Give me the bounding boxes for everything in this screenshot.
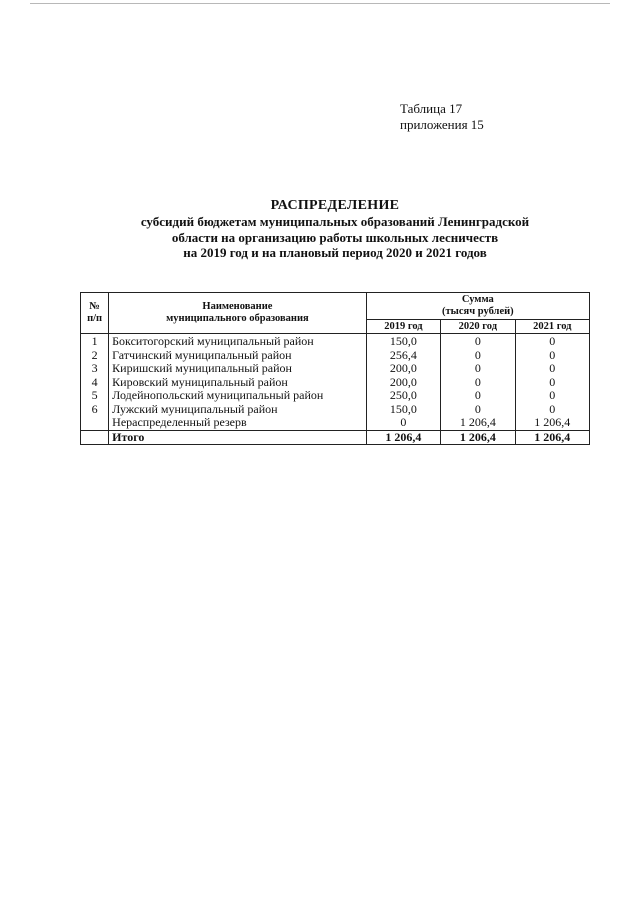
row-municipality: Лужский муниципальный район [109,403,367,417]
row-value-2019: 0 [366,416,440,430]
row-municipality: Кировский муниципальный район [109,376,367,390]
row-number: 5 [81,389,109,403]
table-row [81,334,590,349]
document-title: РАСПРЕДЕЛЕНИЕ [270,198,400,213]
table-row [81,362,590,376]
total-row [81,430,590,445]
heading-line-3: на 2019 год и на плановый период 2020 и 2021 годов [183,245,487,260]
row-municipality: Нераспределенный резерв [109,416,367,430]
row-number: 2 [81,349,109,363]
row-value-2019: 250,0 [366,389,440,403]
row-value-2020: 1 206,4 [441,416,515,430]
row-value-2019: 200,0 [366,376,440,390]
row-value-2019: 150,0 [366,403,440,417]
header-sum [366,293,589,320]
row-municipality: Лодейнопольский муниципальный район [109,389,367,403]
header-number-line-2: п/п [87,313,103,324]
row-number: 1 [81,334,109,349]
header-year-2019: 2019 год [366,320,440,334]
total-value-2020: 1 206,4 [441,430,515,445]
header-sum-line-1: Сумма [461,294,494,305]
row-value-2020: 0 [441,334,515,349]
table-row [81,389,590,403]
row-value-2021: 0 [515,334,589,349]
document-heading [80,197,590,261]
heading-line-2: области на организацию работы школьных лесничеств [171,229,499,245]
row-municipality: Гатчинский муниципальный район [109,349,367,363]
row-value-2020: 0 [441,349,515,363]
row-number [81,416,109,430]
row-value-2019: 256,4 [366,349,440,363]
row-value-2021: 1 206,4 [515,416,589,430]
row-number: 6 [81,403,109,417]
row-value-2019: 200,0 [366,362,440,376]
distribution-table [80,292,590,445]
row-value-2020: 0 [441,389,515,403]
header-municipality-line-1: Наименование [202,301,273,312]
row-value-2019: 150,0 [366,334,440,349]
total-value-2019: 1 206,4 [366,430,440,445]
heading-line-1: субсидий бюджетам муниципальных образований Ленинградской [140,214,530,229]
row-value-2021: 0 [515,389,589,403]
row-municipality: Киришский муниципальный район [109,362,367,376]
total-number-cell [81,430,109,445]
table-row [81,416,590,430]
row-value-2021: 0 [515,403,589,417]
top-scan-rule [30,3,610,4]
appendix-number: приложения 15 [400,117,484,132]
table-row [81,403,590,417]
row-value-2021: 0 [515,349,589,363]
header-number [81,293,109,334]
table-row [81,349,590,363]
header-year-2021: 2021 год [515,320,589,334]
row-number: 4 [81,376,109,390]
total-value-2021: 1 206,4 [515,430,589,445]
row-value-2021: 0 [515,376,589,390]
header-municipality [109,293,367,334]
row-value-2020: 0 [441,403,515,417]
table-reference [400,101,484,133]
total-label: Итого [109,430,367,445]
table-number: Таблица 17 [400,101,463,116]
header-municipality-line-2: муниципального образования [166,313,309,324]
row-value-2020: 0 [441,362,515,376]
row-municipality: Бокситогорский муниципальный район [109,334,367,349]
row-value-2020: 0 [441,376,515,390]
header-sum-line-2: (тысяч рублей) [442,306,514,317]
row-value-2021: 0 [515,362,589,376]
header-number-line-1: № [89,301,100,312]
row-number: 3 [81,362,109,376]
header-year-2020: 2020 год [441,320,515,334]
table-row [81,376,590,390]
